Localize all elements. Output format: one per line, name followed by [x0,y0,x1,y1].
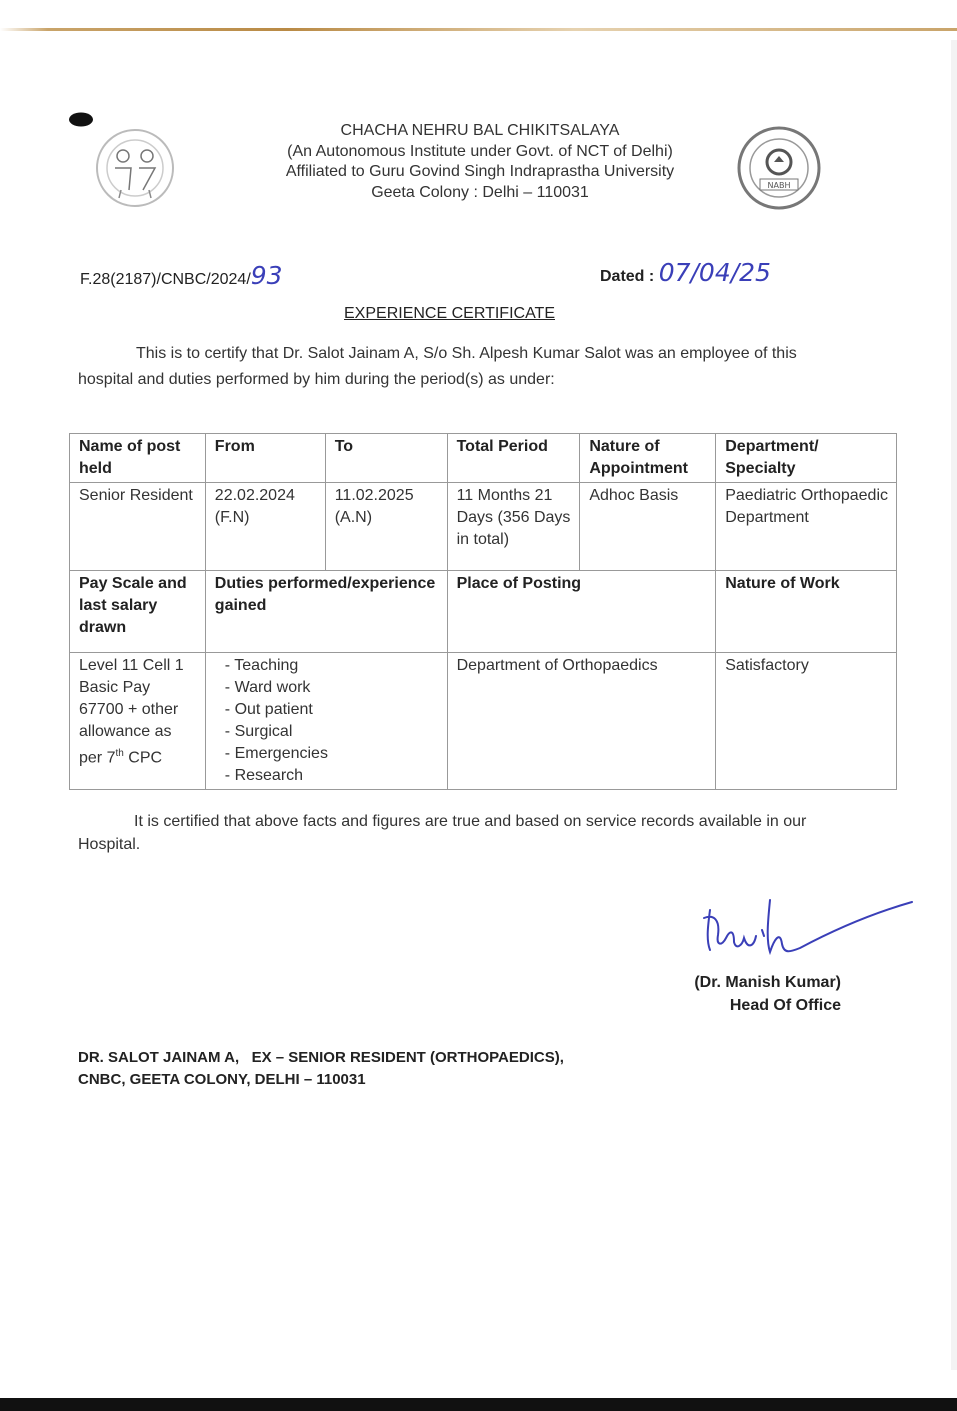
hospital-logo-icon [85,128,185,208]
nabh-text: NABH [767,181,791,190]
reference-handwritten-number: 93 [250,261,283,290]
pay-text: Level 11 Cell 1 Basic Pay 67700 + other allowance as per 7 [79,657,184,767]
header-total-period: Total Period [447,434,580,483]
dated-handwritten-value: 07/04/25 [658,258,771,287]
cell-to [325,483,447,571]
bottom-edge-bar [0,1398,957,1411]
hospital-header [200,121,760,203]
header-from: From [205,434,325,483]
cell-duties [205,653,447,790]
header-nature-of-work: Nature of Work [716,571,897,653]
cell-place: Department of Orthopaedics [447,653,716,790]
table-header-row [70,434,897,483]
cell-pay [70,653,206,790]
hospital-address: Geeta Colony : Delhi – 110031 [371,183,589,201]
to-date: 11.02.2025 [334,487,414,504]
from-date: 22.02.2024 [214,487,295,504]
header-post: Name of post held [70,434,206,483]
footer-line-1: DR. SALOT JAINAM A, EX – SENIOR RESIDENT (ORTHOPAEDICS), [78,1049,564,1066]
header-pay: Pay Scale and last salary drawn [70,571,206,653]
nabh-logo-icon [730,126,828,210]
duty-item: - Out patient [224,701,313,718]
duty-item: - Emergencies [224,745,328,762]
dated-field [600,258,771,287]
header-department: Department/ Specialty [716,434,897,483]
table-row [70,653,897,790]
pay-superscript: th [115,748,124,759]
closing-paragraph: It is certified that above facts and figures are true and based on service records available in our Hospital. [78,813,807,853]
hospital-status: (An Autonomous Institute under Govt. of NCT of Delhi) [287,142,673,160]
signatory-block [668,971,841,1017]
duty-item: - Teaching [224,657,299,674]
header-place: Place of Posting [447,571,716,653]
signatory-designation: Head Of Office [729,997,841,1014]
cell-nature: Adhoc Basis [580,483,716,571]
cell-post: Senior Resident [70,483,206,571]
cell-department: Paediatric Orthopaedic Department [716,483,897,571]
footer-line-2: CNBC, GEETA COLONY, DELHI – 110031 [78,1071,366,1088]
table-subheader-row [70,571,897,653]
cell-from [205,483,325,571]
hospital-name: CHACHA NEHRU BAL CHIKITSALAYA [340,122,620,139]
table-row [70,483,897,571]
duty-item: - Surgical [224,723,293,740]
header-duties: Duties performed/experience gained [205,571,447,653]
header-to: To [325,434,447,483]
footer-address [78,1047,564,1091]
duty-item: - Research [224,767,304,784]
ink-blot [68,111,94,128]
header-nature: Nature of Appointment [580,434,716,483]
duty-item: - Ward work [224,679,311,696]
certificate-title: EXPERIENCE CERTIFICATE [344,305,555,322]
from-note: (F.N) [214,509,250,526]
signature-icon [690,880,920,970]
reference-prefix: F.28(2187)/CNBC/2024/ [80,271,251,288]
experience-table [69,433,897,790]
page-edge [951,40,957,1370]
pay-tail: CPC [123,749,163,767]
top-edge-line [0,28,957,31]
signatory-name: (Dr. Manish Kumar) [694,974,841,991]
hospital-affiliation: Affiliated to Guru Govind Singh Indraprastha University [285,163,675,180]
cell-work: Satisfactory [716,653,897,790]
cell-total: 11 Months 21 Days (356 Days in total) [447,483,580,571]
to-note: (A.N) [334,509,373,526]
dated-label: Dated : [600,268,655,285]
intro-paragraph: This is to certify that Dr. Salot Jainam A, S/o Sh. Alpesh Kumar Salot was an employee of this hospital and duties performed by him during the period(s) as under: [78,345,797,388]
reference-number [80,261,283,290]
